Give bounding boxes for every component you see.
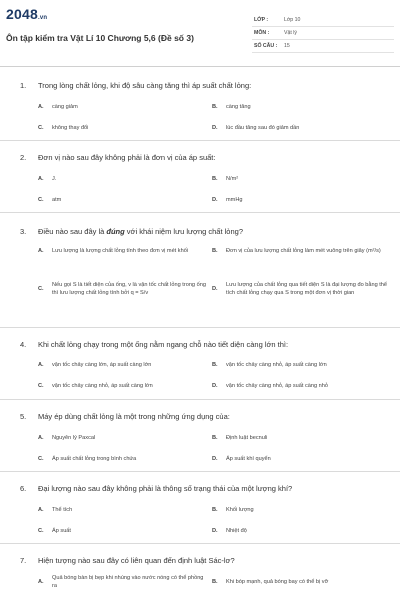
question-5 [0,400,400,472]
option-b[interactable] [212,506,390,514]
option-text: Định luật becnuli [226,435,268,441]
option-c[interactable] [38,196,210,204]
option-c[interactable] [38,455,210,463]
question-stem [20,153,215,162]
option-a[interactable] [38,434,210,442]
option-letter: D. [212,197,218,203]
question-text: với khái niệm lưu lượng chất lỏng? [124,227,243,236]
option-letter: C. [38,286,44,292]
question-number: 1. [20,81,27,90]
question-text: Điều nào sau đây là [38,227,107,236]
option-text: càng tăng [226,104,251,110]
option-letter: D. [212,286,218,292]
option-letter: D. [212,528,218,534]
option-letter: B. [212,248,218,254]
option-letter: D. [212,383,218,389]
option-c[interactable] [38,281,208,297]
option-b[interactable] [212,434,390,442]
question-text: Khi chất lỏng chạy trong một ống nằm ngang chỗ nào tiết diện càng lớn thì: [38,340,289,349]
question-2 [0,141,400,213]
question-stem [20,484,292,493]
question-text: Hiện tượng nào sau đây có liên quan đến định luật Sác-lơ? [38,556,235,565]
option-b[interactable] [212,175,390,183]
option-letter: B. [212,362,218,368]
option-letter: A. [38,104,44,110]
option-text: lúc đầu tăng sau đó giảm dần [226,125,300,131]
option-letter: A. [38,507,44,513]
option-a[interactable] [38,175,210,183]
option-text: càng giảm [52,104,78,110]
document-title: Ôn tập kiểm tra Vật Lí 10 Chương 5,6 (Đề số 3) [6,33,194,43]
option-text: Nhiệt độ [226,528,247,534]
option-b[interactable] [212,361,390,369]
question-stem [20,81,251,90]
option-text: N/m² [226,176,239,182]
option-d[interactable] [212,281,390,297]
question-number: 2. [20,153,27,162]
option-a[interactable] [38,361,210,369]
option-letter: D. [212,125,218,131]
option-text: mmHg [226,197,243,203]
meta-label: LỚP : [254,17,269,23]
question-number: 5. [20,412,27,421]
meta-value: Lớp 10 [284,17,301,23]
option-text: Quả bóng bàn bị bẹp khi nhúng vào nước nóng có thể phồng ra [52,575,204,589]
option-letter: A. [38,176,44,182]
option-text: Áp suất chất lỏng trong bình chứa [52,456,137,462]
question-text: Đại lượng nào sau đây không phải là thông số trạng thái của một lượng khí? [38,484,293,493]
option-text: vận tốc chảy càng nhỏ, áp suất càng lớn [52,383,153,389]
question-number: 3. [20,227,27,236]
option-text: Lưu lượng là lượng chất lỏng tính theo đơn vị mét khối [52,248,189,254]
option-text: Lưu lượng của chất lỏng qua tiết diện S là đại lượng đo bằng thể tích chất lỏng chạy qua S trong một đơn vị thời gian [226,282,388,296]
option-text: Nguyên lý Paxcal [52,435,96,441]
meta-value: Vật lý [284,30,297,36]
question-1 [0,66,400,141]
option-text: không thay đổi [52,125,89,131]
option-a[interactable] [38,103,210,111]
option-letter: B. [212,104,218,110]
page-header [0,0,400,64]
question-stem [20,340,288,349]
site-logo[interactable]: 2048.vn [6,6,48,22]
option-text: Áp suất [52,528,71,534]
option-letter: A. [38,248,44,254]
question-stem [20,227,243,236]
option-a[interactable] [38,506,210,514]
option-letter: C. [38,383,44,389]
option-letter: B. [212,507,218,513]
question-emphasis: đúng [106,227,125,236]
option-b[interactable] [212,247,390,255]
question-6 [0,472,400,544]
option-letter: C. [38,528,44,534]
question-text: Đơn vị nào sau đây không phải là đơn vị của áp suất: [38,153,216,162]
option-d[interactable] [212,527,390,535]
option-text: atm [52,197,62,203]
option-c[interactable] [38,124,210,132]
option-text: vận tốc chảy càng nhỏ, áp suất càng nhỏ [226,383,329,389]
question-7 [0,544,400,600]
option-a[interactable] [38,247,208,255]
question-text: Máy ép dùng chất lỏng là một trong những ứng dụng của: [38,412,230,421]
question-number: 7. [20,556,27,565]
meta-row-class [252,14,394,27]
option-c[interactable] [38,382,210,390]
option-d[interactable] [212,382,390,390]
option-a[interactable] [38,574,206,590]
option-text: Đơn vị của lưu lượng chất lỏng làm mét vuông trên giây (m²/s) [226,248,381,254]
question-text: Trong lòng chất lỏng, khi độ sâu càng tăng thì áp suất chất lỏng: [38,81,252,90]
option-letter: C. [38,197,44,203]
option-b[interactable] [212,103,390,111]
option-d[interactable] [212,196,390,204]
meta-label: SỐ CÂU : [254,43,278,49]
option-text: J. [52,176,57,182]
question-number: 4. [20,340,27,349]
question-3 [0,213,400,328]
meta-label: MÔN : [254,30,270,36]
option-letter: B. [212,435,218,441]
meta-table [252,14,394,53]
question-stem [20,412,230,421]
option-text: Thể tích [52,507,73,513]
option-letter: B. [212,176,218,182]
option-letter: C. [38,125,44,131]
meta-row-count [252,40,394,53]
meta-row-subject [252,27,394,40]
option-text: vận tốc chảy càng nhỏ, áp suất càng lớn [226,362,327,368]
option-d[interactable] [212,124,390,132]
question-stem [20,556,235,565]
option-letter: C. [38,456,44,462]
option-letter: A. [38,362,44,368]
option-text: Nếu gọi S là tiết diện của ống, v là vận tốc chất lỏng trong ống thì lưu lượng chất lỏng tính bởi q = S/v [52,282,206,296]
question-4 [0,328,400,400]
option-text: Áp suất khí quyển [226,456,271,462]
question-number: 6. [20,484,27,493]
option-text: vận tốc chảy càng lớn, áp suất càng lớn [52,362,152,368]
option-text: Khối lượng [226,507,254,513]
option-letter: D. [212,456,218,462]
option-d[interactable] [212,455,390,463]
option-b[interactable] [212,578,390,586]
question-list [0,66,400,600]
option-letter: A. [38,579,44,585]
option-c[interactable] [38,527,210,535]
option-text: Khi bóp mạnh, quả bóng bay có thể bị vỡ [226,579,329,585]
option-letter: A. [38,435,44,441]
option-letter: B. [212,579,218,585]
meta-value: 15 [284,43,290,49]
